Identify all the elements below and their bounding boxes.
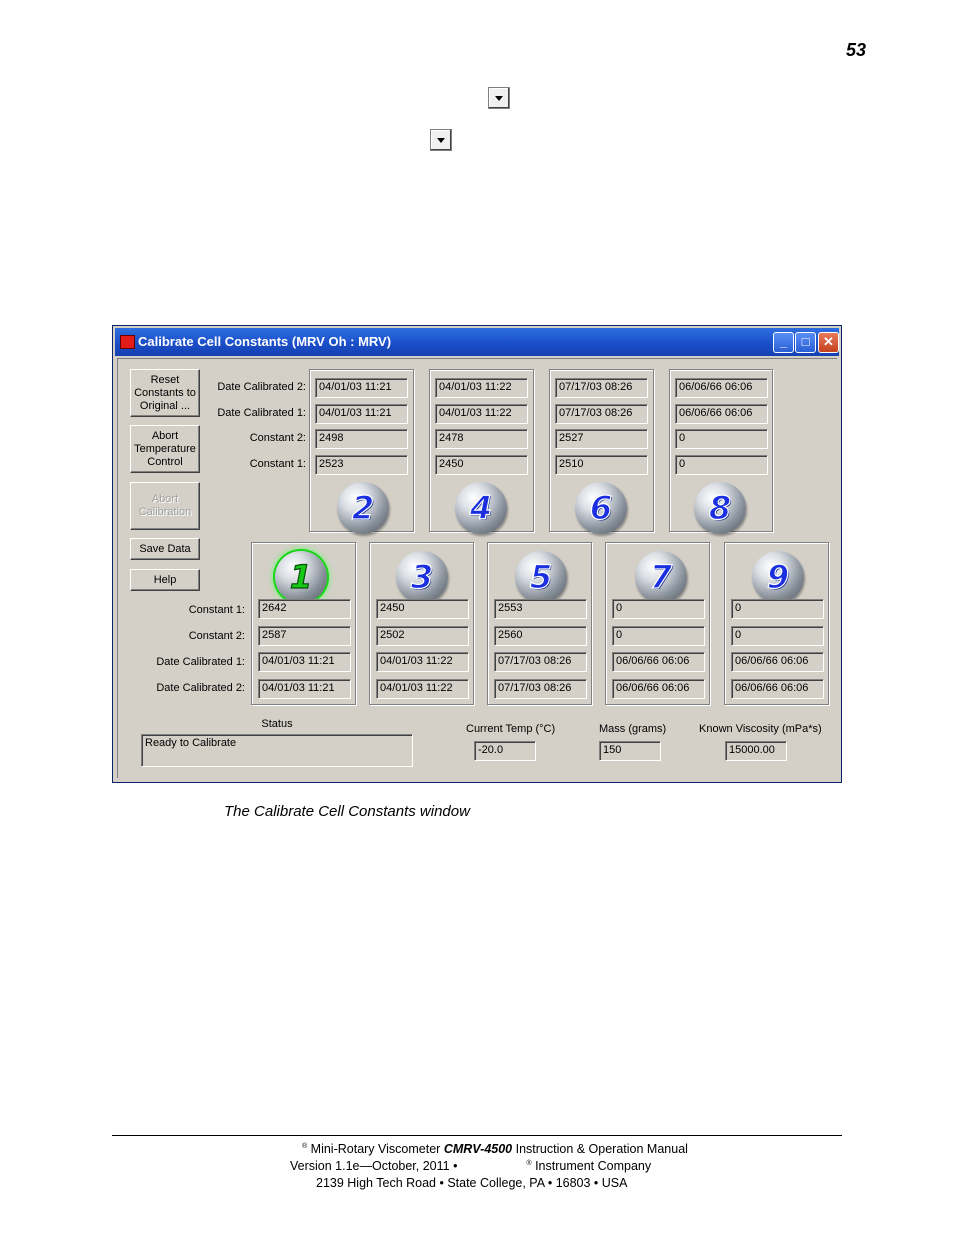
footer-line-1	[302, 1142, 688, 1156]
cell-2-badge[interactable]	[337, 482, 389, 534]
label-date-calibrated-1: Date Calibrated 1:	[156, 656, 245, 668]
cell-number: 5	[529, 558, 553, 596]
mass-label: Mass (grams)	[599, 723, 667, 735]
label-date-calibrated-1: Date Calibrated 1:	[217, 407, 306, 419]
constant-2-field[interactable]: 2502	[376, 626, 469, 646]
cell-group-6	[549, 369, 654, 532]
constant-1-field[interactable]: 2450	[435, 455, 528, 475]
constant-1-field[interactable]: 0	[731, 599, 824, 619]
cell-group-2	[309, 369, 414, 532]
constant-2-field[interactable]: 2498	[315, 429, 408, 449]
date-calibrated-1-field[interactable]: 07/17/03 08:26	[555, 404, 648, 424]
date-calibrated-1-field[interactable]: 04/01/03 11:21	[258, 652, 351, 672]
cell-8-badge[interactable]	[694, 482, 746, 534]
cell-group-9	[724, 542, 829, 705]
known-viscosity-label: Known Viscosity (mPa*s)	[699, 723, 822, 735]
footer-version: Version 1.1e—October, 2011 •	[290, 1159, 458, 1173]
dropdown-arrow-icon[interactable]	[430, 129, 452, 151]
label-constant-2: Constant 2:	[188, 630, 245, 642]
constant-2-field[interactable]: 2587	[258, 626, 351, 646]
cell-9-badge[interactable]	[752, 551, 804, 603]
window-client-area	[117, 358, 837, 778]
date-calibrated-1-field[interactable]: 07/17/03 08:26	[494, 652, 587, 672]
cell-number: 8	[708, 489, 732, 527]
cell-3-badge[interactable]	[396, 551, 448, 603]
date-calibrated-2-field[interactable]: 06/06/66 06:06	[612, 679, 705, 699]
label-date-calibrated-2: Date Calibrated 2:	[217, 381, 306, 393]
constant-1-field[interactable]: 2642	[258, 599, 351, 619]
status-label: Status	[261, 718, 293, 730]
date-calibrated-1-field[interactable]: 06/06/66 06:06	[612, 652, 705, 672]
footer-divider	[112, 1135, 842, 1136]
date-calibrated-2-field[interactable]: 04/01/03 11:22	[435, 378, 528, 398]
mass-field[interactable]: 150	[599, 741, 661, 761]
close-button[interactable]: ✕	[818, 332, 839, 353]
footer-company: Instrument Company	[535, 1159, 652, 1173]
constant-2-field[interactable]: 2478	[435, 429, 528, 449]
page-number: 53	[846, 40, 867, 60]
cell-5-badge[interactable]	[515, 551, 567, 603]
constant-2-field[interactable]: 2527	[555, 429, 648, 449]
label-constant-1: Constant 1:	[188, 604, 245, 616]
window-title: Calibrate Cell Constants (MRV Oh : MRV)	[138, 334, 392, 349]
cell-number: 6	[589, 489, 613, 527]
maximize-button[interactable]: □	[795, 332, 816, 353]
constant-2-field[interactable]: 0	[612, 626, 705, 646]
constant-2-field[interactable]: 2560	[494, 626, 587, 646]
cell-group-5	[487, 542, 592, 705]
known-viscosity-field[interactable]: 15000.00	[725, 741, 787, 761]
date-calibrated-2-field[interactable]: 04/01/03 11:22	[376, 679, 469, 699]
calibrate-window	[112, 325, 842, 783]
save-data-button[interactable]: Save Data	[130, 538, 200, 560]
cell-number: 7	[649, 558, 673, 596]
cell-1-badge[interactable]	[275, 551, 327, 603]
status-box: Ready to Calibrate	[141, 734, 413, 767]
minimize-button[interactable]: _	[773, 332, 794, 353]
cell-group-8	[669, 369, 773, 532]
title-bar[interactable]	[115, 328, 839, 356]
label-constant-1: Constant 1:	[249, 458, 306, 470]
footer-product: Mini-Rotary Viscometer	[310, 1142, 441, 1156]
date-calibrated-2-field[interactable]: 07/17/03 08:26	[555, 378, 648, 398]
date-calibrated-1-field[interactable]: 04/01/03 11:22	[435, 404, 528, 424]
abort-temperature-button[interactable]: Abort Temperature Control	[130, 425, 200, 473]
registered-mark: ®	[526, 1159, 532, 1167]
cell-group-1	[251, 542, 356, 705]
current-temp-label: Current Temp (°C)	[466, 723, 556, 735]
footer-model: CMRV-4500	[443, 1142, 513, 1156]
registered-mark: ®	[302, 1142, 308, 1150]
date-calibrated-1-field[interactable]: 04/01/03 11:21	[315, 404, 408, 424]
constant-1-field[interactable]: 2450	[376, 599, 469, 619]
date-calibrated-1-field[interactable]: 06/06/66 06:06	[675, 404, 768, 424]
cell-number: 1	[289, 558, 313, 596]
date-calibrated-2-field[interactable]: 07/17/03 08:26	[494, 679, 587, 699]
constant-2-field[interactable]: 0	[731, 626, 824, 646]
constant-1-field[interactable]: 0	[675, 455, 768, 475]
cell-number: 4	[469, 489, 493, 527]
label-date-calibrated-2: Date Calibrated 2:	[156, 682, 245, 694]
date-calibrated-2-field[interactable]: 06/06/66 06:06	[731, 679, 824, 699]
date-calibrated-2-field[interactable]: 04/01/03 11:21	[315, 378, 408, 398]
figure-caption: The Calibrate Cell Constants window	[224, 803, 470, 820]
cell-group-7	[605, 542, 710, 705]
constant-1-field[interactable]: 2523	[315, 455, 408, 475]
abort-calibration-button[interactable]: Abort Calibration	[130, 482, 200, 530]
constant-1-field[interactable]: 2510	[555, 455, 648, 475]
date-calibrated-2-field[interactable]: 06/06/66 06:06	[675, 378, 768, 398]
cell-group-3	[369, 542, 474, 705]
footer-manual: Instruction & Operation Manual	[515, 1142, 688, 1156]
constant-1-field[interactable]: 2553	[494, 599, 587, 619]
date-calibrated-1-field[interactable]: 06/06/66 06:06	[731, 652, 824, 672]
current-temp-field[interactable]: -20.0	[474, 741, 536, 761]
label-constant-2: Constant 2:	[249, 432, 306, 444]
cell-4-badge[interactable]	[455, 482, 507, 534]
app-icon	[120, 335, 135, 349]
cell-number: 9	[766, 558, 790, 596]
cell-number: 2	[351, 489, 375, 527]
dropdown-arrow-icon[interactable]	[488, 87, 510, 109]
footer-line-2	[290, 1159, 651, 1173]
reset-constants-button[interactable]: Reset Constants to Original ...	[130, 369, 200, 417]
date-calibrated-2-field[interactable]: 04/01/03 11:21	[258, 679, 351, 699]
constant-2-field[interactable]: 0	[675, 429, 768, 449]
help-button[interactable]: Help	[130, 569, 200, 591]
footer-address: 2139 High Tech Road • State College, PA • 16803 • USA	[316, 1176, 628, 1190]
date-calibrated-1-field[interactable]: 04/01/03 11:22	[376, 652, 469, 672]
cell-7-badge[interactable]	[635, 551, 687, 603]
cell-number: 3	[410, 558, 434, 596]
constant-1-field[interactable]: 0	[612, 599, 705, 619]
cell-6-badge[interactable]	[575, 482, 627, 534]
cell-group-4	[429, 369, 534, 532]
